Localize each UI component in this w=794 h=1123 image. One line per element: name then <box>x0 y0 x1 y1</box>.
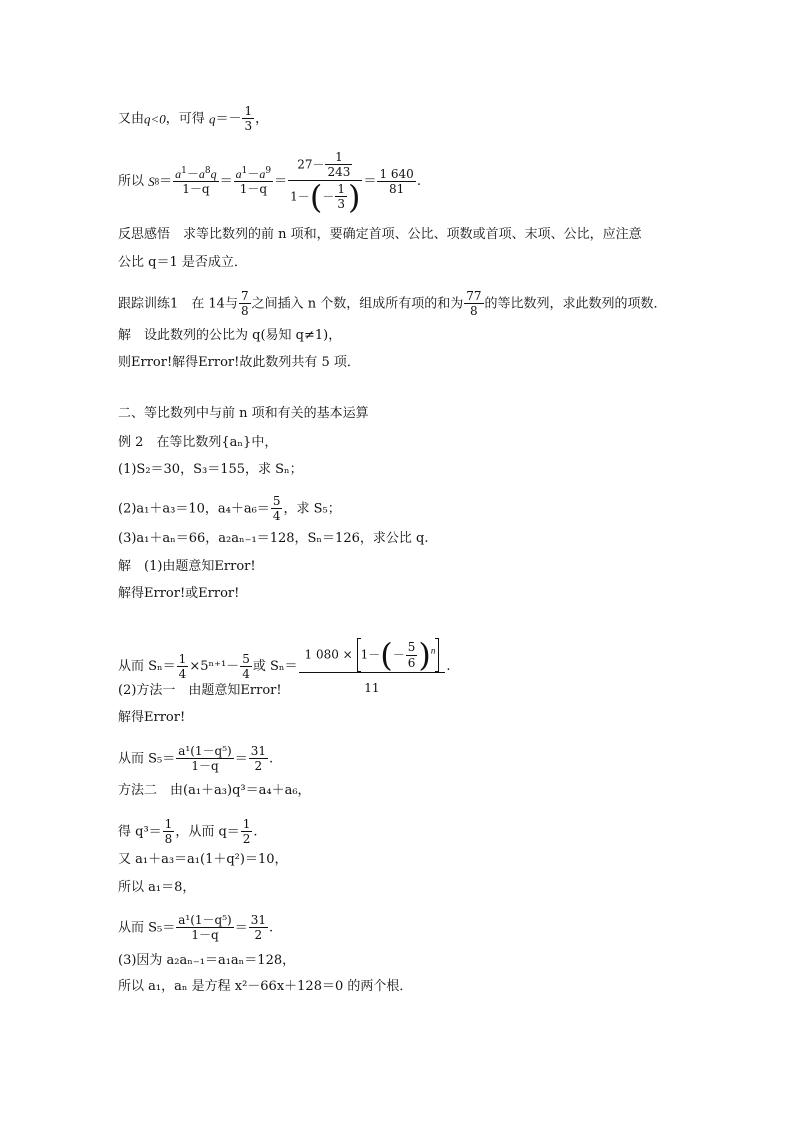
denominator: 2 <box>254 759 263 774</box>
fraction-s5 <box>176 913 233 943</box>
left-paren-icon: ( <box>380 636 393 674</box>
text: 从而 Sₙ＝ <box>118 659 176 675</box>
method-1-b: 解得Error! <box>118 710 186 725</box>
text: . <box>269 751 274 767</box>
text: ×5ⁿ⁺¹－ <box>189 659 240 675</box>
right-paren-icon: ) <box>347 177 361 216</box>
superscript: 9 <box>265 165 272 176</box>
paragraph-reflection-cont: 公比 q＝1 是否成立． <box>118 255 247 270</box>
text: 或 Sₙ＝ <box>252 659 298 675</box>
example-2-part-2 <box>118 494 341 524</box>
method-2-a: 方法二 由(a₁＋a₃)q³＝a₄＋a₆， <box>118 783 311 798</box>
fraction-big-sn <box>299 638 446 695</box>
math-var: q <box>208 111 216 127</box>
denominator: 1－q <box>191 759 219 774</box>
fraction-31-2 <box>249 744 268 774</box>
denominator: 1－q <box>182 181 210 196</box>
numerator: 31 <box>250 744 267 758</box>
superscript: 1 <box>241 165 248 176</box>
denominator <box>288 177 362 216</box>
numerator <box>173 167 218 182</box>
text: 1 080 × <box>304 647 353 662</box>
numerator: 77 <box>466 289 482 303</box>
numerator: 1 <box>178 651 187 666</box>
text: 又由 <box>118 111 145 127</box>
fraction-s8-1 <box>173 167 218 197</box>
fraction-s8-2 <box>234 167 273 197</box>
text: － <box>322 189 335 204</box>
text: . <box>446 659 451 675</box>
method-2-b <box>118 817 258 847</box>
text: ＝ <box>274 173 288 189</box>
fraction-s8-3 <box>288 150 362 216</box>
text: 之间插入 n 个数，组成所有项的和为 <box>251 296 464 312</box>
text: 1－ <box>360 647 381 662</box>
denominator: 8 <box>164 832 173 847</box>
superscript: n <box>430 645 436 656</box>
solution-1-b: 解得Error!或Error! <box>118 586 240 601</box>
fraction-1-3 <box>335 182 347 212</box>
fraction-31-2 <box>249 913 268 943</box>
text: ＝ <box>363 173 377 189</box>
numerator <box>299 638 446 673</box>
denominator: 2 <box>242 832 251 847</box>
text: (2)a₁＋a₃＝10，a₄＋a₆＝ <box>118 501 270 517</box>
numerator: 31 <box>250 913 267 927</box>
fraction-5-4 <box>240 652 252 682</box>
text: 从而 S₅＝ <box>118 920 176 936</box>
text: ＝ <box>159 173 173 189</box>
numerator: 1 <box>325 150 352 165</box>
math-var: a <box>259 166 266 181</box>
text: ＝－ <box>215 111 242 127</box>
numerator <box>234 167 273 182</box>
text: 所以 <box>118 173 145 189</box>
numerator: 1 <box>244 104 253 118</box>
numerator: 1 <box>164 817 173 831</box>
numerator: 5 <box>407 640 416 655</box>
method-2-d: 所以 a₁＝8， <box>118 880 196 895</box>
method-1-a: (2)方法一 由题意知Error! <box>118 683 282 698</box>
text: 的等比数列，求此数列的项数． <box>484 296 667 312</box>
denominator: 8 <box>470 304 478 319</box>
line-solution-2: 则Error!解得Error!故此数列共有 5 项． <box>118 355 360 370</box>
text: . <box>269 920 274 936</box>
fraction-7-8 <box>239 289 251 319</box>
text: － <box>247 166 260 181</box>
numerator: 1 <box>337 181 345 196</box>
denominator: 8 <box>240 304 249 319</box>
denominator: 3 <box>337 197 345 212</box>
text: . <box>416 173 421 189</box>
numerator <box>288 150 362 181</box>
fraction-77-8 <box>464 289 483 319</box>
text: ＝ <box>219 173 233 189</box>
math-var: a <box>198 166 205 181</box>
numerator: 5 <box>272 494 281 508</box>
example-2-part-1: (1)S₂＝30，S₃＝155，求 Sₙ； <box>118 462 303 477</box>
method-2-c: 又 a₁＋a₃＝a₁(1＋q²)＝10， <box>118 852 288 867</box>
numerator: 5 <box>242 651 250 666</box>
denominator: 1－q <box>191 928 219 943</box>
subscript: 8 <box>154 176 160 187</box>
denominator: 6 <box>407 655 416 670</box>
text: ， <box>255 111 269 127</box>
denominator: 4 <box>178 667 187 682</box>
text: 从而 S₅＝ <box>118 751 176 767</box>
line-s8-calculation <box>118 150 421 216</box>
fraction-1-2 <box>241 817 253 847</box>
denominator: 3 <box>244 119 253 134</box>
text: ，从而 q＝ <box>175 824 240 840</box>
left-paren-icon: ( <box>309 177 323 216</box>
fraction-s5 <box>176 744 233 774</box>
text: 跟踪训练1 在 14与 <box>118 296 238 312</box>
text: 1－ <box>290 189 310 204</box>
example-2-part-3: (3)a₁＋aₙ＝66，a₂aₙ₋₁＝128，Sₙ＝126，求公比 q. <box>118 531 429 546</box>
fraction-1-4 <box>177 652 189 682</box>
solution-3-b: 所以 a₁，aₙ 是方程 x²－66x＋128＝0 的两个根． <box>118 979 413 994</box>
fraction-one-third <box>242 104 254 134</box>
fraction-1-8 <box>163 817 175 847</box>
text: 得 q³＝ <box>118 824 162 840</box>
denominator: 81 <box>388 181 405 196</box>
denominator: 243 <box>327 165 351 180</box>
text: － <box>392 647 405 662</box>
example-2-title: 例 2 在等比数列{aₙ}中， <box>118 435 278 450</box>
numerator: 1 <box>242 817 251 831</box>
text: ＝ <box>234 920 248 936</box>
math-var: S <box>148 173 155 189</box>
line-solution-1: 解 设此数列的公比为 q(易知 q≠1)， <box>118 328 342 343</box>
fraction-1-243 <box>325 150 352 180</box>
text: ＝ <box>234 751 248 767</box>
line-q-value <box>118 104 268 134</box>
line-practice-1 <box>118 289 667 319</box>
method-1-result <box>118 744 273 774</box>
text: . <box>253 824 258 840</box>
numerator: a¹(1－q⁵) <box>178 744 232 758</box>
text: ，求 S₅； <box>283 501 341 517</box>
math-var: a <box>175 166 182 181</box>
right-paren-icon: ) <box>418 636 431 674</box>
fraction-result <box>377 167 415 197</box>
denominator: 4 <box>272 509 281 524</box>
denominator: 2 <box>254 928 263 943</box>
denominator: 1－q <box>239 181 268 196</box>
text: 27－ <box>297 157 325 172</box>
section-heading: 二、等比数列中与前 n 项和有关的基本运算 <box>118 406 369 421</box>
math-condition: q<0 <box>144 111 166 127</box>
numerator: 1 640 <box>379 166 414 181</box>
solution-1-a: 解 (1)由题意知Error! <box>118 559 256 574</box>
superscript: 1 <box>181 165 187 176</box>
method-2-result <box>118 913 273 943</box>
solution-3-a: (3)因为 a₂aₙ₋₁＝a₁aₙ＝128， <box>118 953 296 968</box>
denominator: 11 <box>364 681 380 695</box>
math-var: a <box>235 166 242 181</box>
denominator: 4 <box>242 667 250 682</box>
superscript: 8 <box>204 165 211 176</box>
numerator: a¹(1－q⁵) <box>178 913 232 927</box>
fraction-5-4 <box>271 494 283 524</box>
text: ，可得 <box>165 111 205 127</box>
text: － <box>186 166 199 181</box>
paragraph-reflection: 反思感悟 求等比数列的前 n 项和，要确定首项、公比、项数或首项、末项、公比，应注意 <box>118 227 642 242</box>
numerator: 7 <box>240 289 249 303</box>
math-var: q <box>210 166 217 181</box>
right-bracket-icon <box>435 638 439 672</box>
fraction-5-6 <box>406 640 418 670</box>
